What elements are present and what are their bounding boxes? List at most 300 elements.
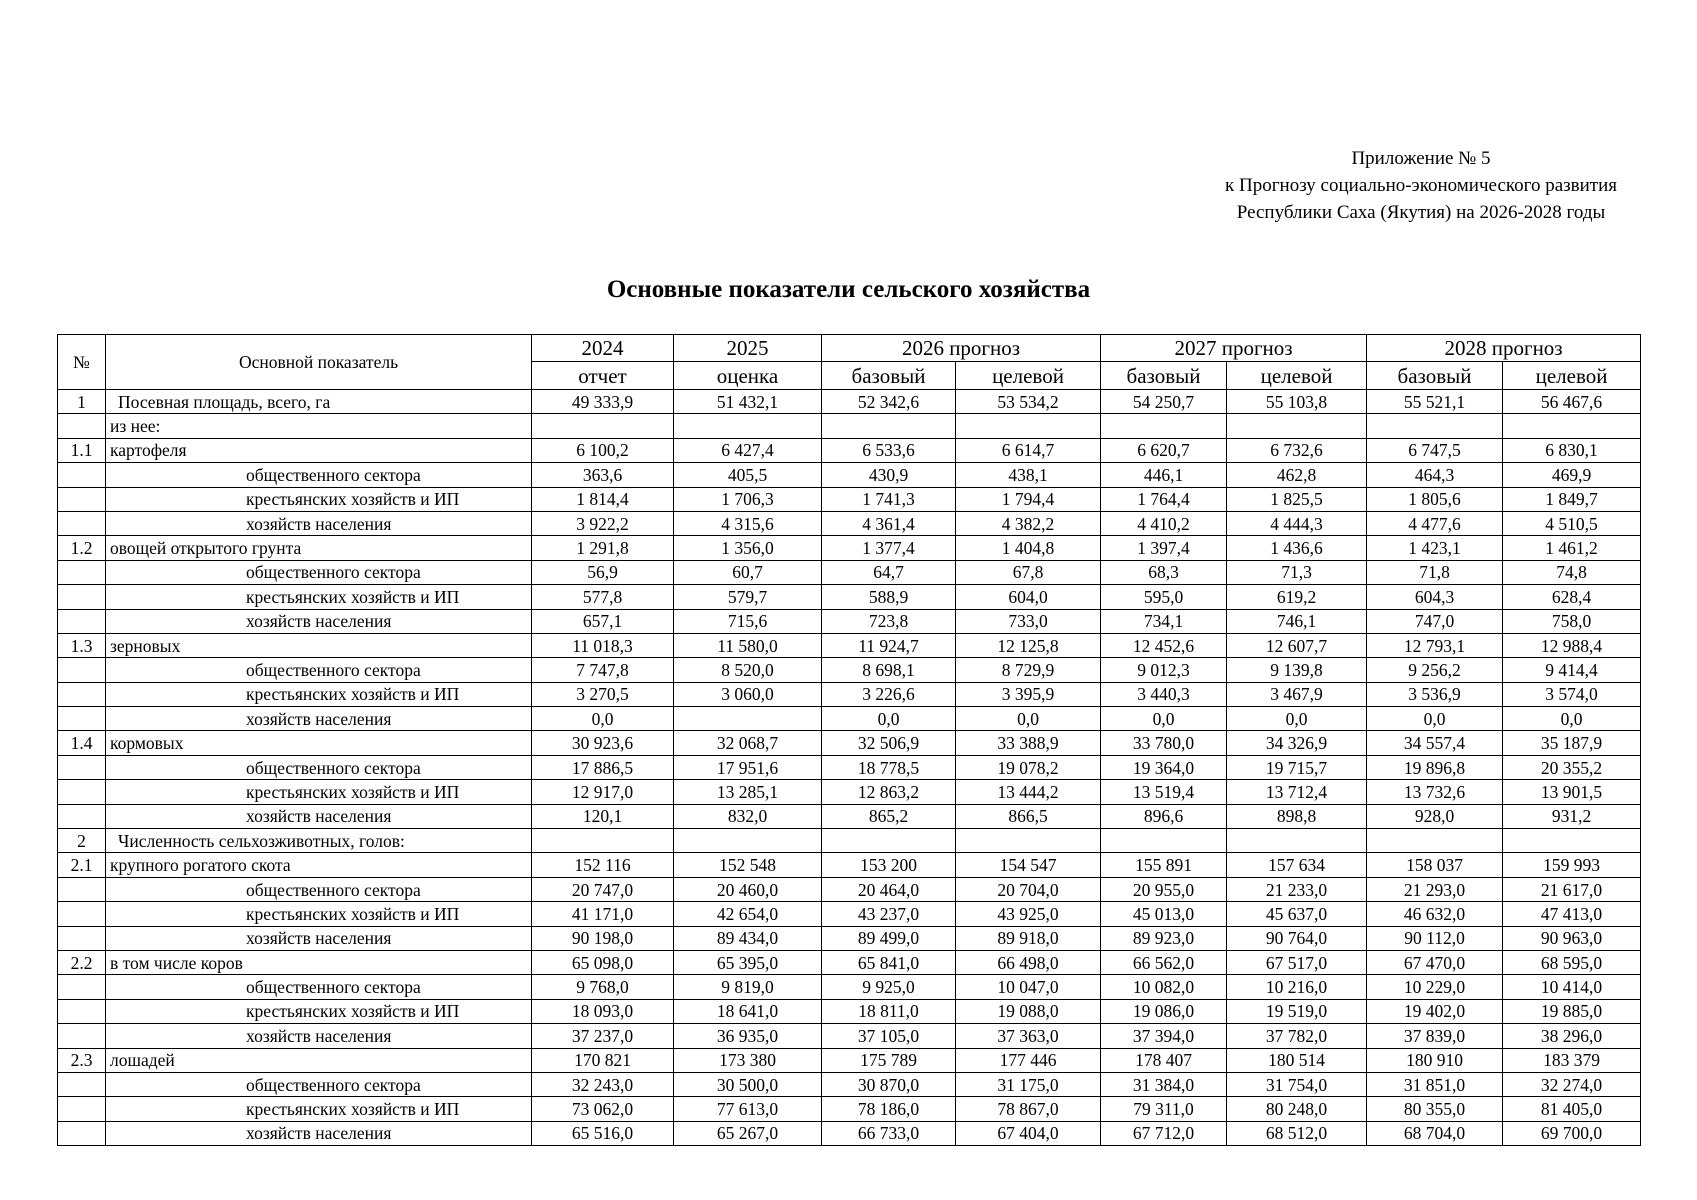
table-row [58,1072,1641,1096]
row-number [58,658,106,682]
row-number [58,487,106,511]
row-value [822,829,956,853]
row-value: 18 093,0 [532,999,674,1023]
row-value: 60,7 [674,560,822,584]
row-value: 30 923,6 [532,731,674,755]
row-value: 65 267,0 [674,1121,822,1145]
table-row [58,780,1641,804]
header-2026-base: базовый [822,362,956,390]
row-value: 3 395,9 [956,682,1101,706]
row-value: 1 706,3 [674,487,822,511]
row-value: 17 951,6 [674,755,822,779]
row-value: 1 849,7 [1503,487,1641,511]
row-value: 1 356,0 [674,536,822,560]
row-value [1101,829,1227,853]
row-value: 73 062,0 [532,1097,674,1121]
row-value: 64,7 [822,560,956,584]
row-value: 18 811,0 [822,999,956,1023]
table-row [58,999,1641,1023]
row-value [674,414,822,438]
row-value: 628,4 [1503,585,1641,609]
row-number [58,926,106,950]
row-value: 832,0 [674,804,822,828]
row-value: 1 764,4 [1101,487,1227,511]
row-indicator: хозяйств населения [106,1024,532,1048]
row-number [58,609,106,633]
table-row [58,658,1641,682]
row-value: 90 963,0 [1503,926,1641,950]
row-value: 19 364,0 [1101,755,1227,779]
header-2027: 2027 прогноз [1101,335,1367,362]
row-number [58,999,106,1023]
row-value: 67 404,0 [956,1121,1101,1145]
row-value: 37 363,0 [956,1024,1101,1048]
row-value: 13 901,5 [1503,780,1641,804]
row-value [956,414,1101,438]
row-value: 175 789 [822,1048,956,1072]
row-value: 747,0 [1367,609,1503,633]
header-2028-target: целевой [1503,362,1641,390]
header-2024: 2024 [532,335,674,362]
row-value [532,414,674,438]
table-row [58,1121,1641,1145]
row-indicator: крестьянских хозяйств и ИП [106,487,532,511]
row-value: 4 315,6 [674,511,822,535]
row-value: 158 037 [1367,853,1503,877]
row-value: 715,6 [674,609,822,633]
table-row [58,609,1641,633]
table-row [58,1048,1641,1072]
row-number [58,877,106,901]
row-value: 363,6 [532,463,674,487]
header-2024-report: отчет [532,362,674,390]
row-number [58,707,106,731]
header-2028: 2028 прогноз [1367,335,1641,362]
row-value: 3 226,6 [822,682,956,706]
row-value: 20 704,0 [956,877,1101,901]
row-value: 758,0 [1503,609,1641,633]
row-value: 90 764,0 [1227,926,1367,950]
row-value: 20 460,0 [674,877,822,901]
row-value: 13 444,2 [956,780,1101,804]
row-value: 657,1 [532,609,674,633]
row-value: 6 732,6 [1227,438,1367,462]
row-value: 51 432,1 [674,390,822,414]
row-value: 588,9 [822,585,956,609]
row-value: 65 516,0 [532,1121,674,1145]
row-number [58,511,106,535]
row-value: 9 768,0 [532,975,674,999]
row-value: 10 082,0 [1101,975,1227,999]
row-value: 1 404,8 [956,536,1101,560]
row-value [1367,829,1503,853]
row-indicator: общественного сектора [106,755,532,779]
table-row [58,731,1641,755]
header-2026-target: целевой [956,362,1101,390]
table-row [58,585,1641,609]
row-value: 3 060,0 [674,682,822,706]
row-value: 53 534,2 [956,390,1101,414]
table-row [58,804,1641,828]
row-value: 89 499,0 [822,926,956,950]
row-value: 47 413,0 [1503,902,1641,926]
page-title: Основные показатели сельского хозяйства [606,276,1091,303]
row-value: 157 634 [1227,853,1367,877]
row-value: 56 467,6 [1503,390,1641,414]
row-indicator: лошадей [106,1048,532,1072]
row-value: 4 382,2 [956,511,1101,535]
row-value: 18 778,5 [822,755,956,779]
row-value: 19 885,0 [1503,999,1641,1023]
row-value: 55 103,8 [1227,390,1367,414]
row-value: 65 098,0 [532,950,674,974]
row-value: 43 925,0 [956,902,1101,926]
row-value [1503,414,1641,438]
row-value: 12 607,7 [1227,633,1367,657]
row-value: 30 870,0 [822,1072,956,1096]
row-value: 180 910 [1367,1048,1503,1072]
row-value: 55 521,1 [1367,390,1503,414]
row-value: 4 477,6 [1367,511,1503,535]
row-value: 3 574,0 [1503,682,1641,706]
row-value: 931,2 [1503,804,1641,828]
row-number: 2 [58,829,106,853]
row-value: 8 729,9 [956,658,1101,682]
row-indicator: общественного сектора [106,877,532,901]
row-value: 81 405,0 [1503,1097,1641,1121]
row-value: 32 243,0 [532,1072,674,1096]
row-value: 469,9 [1503,463,1641,487]
row-value: 0,0 [1503,707,1641,731]
header-2027-base: базовый [1101,362,1227,390]
row-value: 65 395,0 [674,950,822,974]
table-row [58,853,1641,877]
row-value: 56,9 [532,560,674,584]
table-row [58,463,1641,487]
row-value: 896,6 [1101,804,1227,828]
row-value: 80 355,0 [1367,1097,1503,1121]
row-value: 595,0 [1101,585,1227,609]
table-row [58,755,1641,779]
row-number: 1.1 [58,438,106,462]
row-value: 66 562,0 [1101,950,1227,974]
row-value: 12 793,1 [1367,633,1503,657]
row-value: 604,3 [1367,585,1503,609]
row-value: 3 270,5 [532,682,674,706]
table-row [58,1024,1641,1048]
table-row [58,633,1641,657]
row-value: 153 200 [822,853,956,877]
row-value: 446,1 [1101,463,1227,487]
row-value: 66 733,0 [822,1121,956,1145]
row-value: 1 397,4 [1101,536,1227,560]
table-row [58,414,1641,438]
row-indicator: хозяйств населения [106,609,532,633]
row-value: 4 410,2 [1101,511,1227,535]
row-value: 155 891 [1101,853,1227,877]
row-value: 19 402,0 [1367,999,1503,1023]
table-row [58,975,1641,999]
table-row [58,950,1641,974]
row-value: 579,7 [674,585,822,609]
row-indicator: хозяйств населения [106,1121,532,1145]
table-row [58,926,1641,950]
row-number: 1 [58,390,106,414]
row-value: 90 112,0 [1367,926,1503,950]
row-value: 6 533,6 [822,438,956,462]
row-value: 1 461,2 [1503,536,1641,560]
row-value: 19 086,0 [1101,999,1227,1023]
row-value: 0,0 [532,707,674,731]
row-value: 928,0 [1367,804,1503,828]
row-value: 6 747,5 [1367,438,1503,462]
row-value: 8 520,0 [674,658,822,682]
row-value: 1 423,1 [1367,536,1503,560]
row-indicator: зерновых [106,633,532,657]
row-value: 31 384,0 [1101,1072,1227,1096]
row-value: 37 839,0 [1367,1024,1503,1048]
row-value: 37 237,0 [532,1024,674,1048]
row-value: 746,1 [1227,609,1367,633]
row-value: 159 993 [1503,853,1641,877]
row-indicator: хозяйств населения [106,707,532,731]
row-value: 89 434,0 [674,926,822,950]
row-number: 1.4 [58,731,106,755]
row-value [674,707,822,731]
row-value: 0,0 [1101,707,1227,731]
row-value: 68 595,0 [1503,950,1641,974]
row-number [58,414,106,438]
row-value: 43 237,0 [822,902,956,926]
row-value: 18 641,0 [674,999,822,1023]
row-value: 71,3 [1227,560,1367,584]
row-value: 21 617,0 [1503,877,1641,901]
row-number [58,560,106,584]
table-row [58,390,1641,414]
row-value: 0,0 [822,707,956,731]
row-value: 32 274,0 [1503,1072,1641,1096]
row-value: 1 291,8 [532,536,674,560]
row-number: 2.1 [58,853,106,877]
row-value: 68 512,0 [1227,1121,1367,1145]
row-value: 80 248,0 [1227,1097,1367,1121]
row-value: 65 841,0 [822,950,956,974]
row-value: 37 394,0 [1101,1024,1227,1048]
row-value: 1 805,6 [1367,487,1503,511]
row-value: 89 918,0 [956,926,1101,950]
row-indicator: хозяйств населения [106,511,532,535]
row-value: 152 548 [674,853,822,877]
row-number [58,902,106,926]
row-number [58,755,106,779]
row-value: 41 171,0 [532,902,674,926]
row-value: 9 819,0 [674,975,822,999]
row-value: 1 794,4 [956,487,1101,511]
row-value: 3 922,2 [532,511,674,535]
row-value: 45 013,0 [1101,902,1227,926]
row-value: 9 139,8 [1227,658,1367,682]
row-value: 46 632,0 [1367,902,1503,926]
row-value: 866,5 [956,804,1101,828]
row-indicator: в том числе коров [106,950,532,974]
row-value: 438,1 [956,463,1101,487]
row-value: 13 285,1 [674,780,822,804]
row-value [1367,414,1503,438]
table-body [58,390,1641,1146]
row-value: 54 250,7 [1101,390,1227,414]
row-value: 30 500,0 [674,1072,822,1096]
row-value: 17 886,5 [532,755,674,779]
row-number [58,804,106,828]
row-number: 2.2 [58,950,106,974]
row-value: 20 747,0 [532,877,674,901]
row-value: 19 519,0 [1227,999,1367,1023]
row-indicator: крестьянских хозяйств и ИП [106,902,532,926]
row-indicator: крестьянских хозяйств и ИП [106,585,532,609]
row-value: 19 088,0 [956,999,1101,1023]
header-2026: 2026 прогноз [822,335,1101,362]
row-value: 77 613,0 [674,1097,822,1121]
row-value: 604,0 [956,585,1101,609]
row-value: 78 867,0 [956,1097,1101,1121]
row-indicator: общественного сектора [106,463,532,487]
row-indicator: хозяйств населения [106,926,532,950]
row-value: 20 464,0 [822,877,956,901]
header-number: № [58,335,106,390]
row-number: 1.3 [58,633,106,657]
row-value: 1 377,4 [822,536,956,560]
row-value: 4 510,5 [1503,511,1641,535]
header-2025-estimate: оценка [674,362,822,390]
row-value: 898,8 [1227,804,1367,828]
row-value: 31 851,0 [1367,1072,1503,1096]
row-value: 67 712,0 [1101,1121,1227,1145]
table-row [58,829,1641,853]
row-value: 79 311,0 [1101,1097,1227,1121]
table-row [58,536,1641,560]
row-value [1101,414,1227,438]
row-value: 9 414,4 [1503,658,1641,682]
table-row [58,877,1641,901]
row-value: 3 467,9 [1227,682,1367,706]
row-value: 12 988,4 [1503,633,1641,657]
row-value: 67,8 [956,560,1101,584]
row-value: 13 732,6 [1367,780,1503,804]
row-value [1227,414,1367,438]
row-value: 71,8 [1367,560,1503,584]
row-value: 12 917,0 [532,780,674,804]
row-number [58,1024,106,1048]
row-value [674,829,822,853]
row-indicator: крестьянских хозяйств и ИП [106,780,532,804]
row-indicator: крестьянских хозяйств и ИП [106,999,532,1023]
row-value: 4 444,3 [1227,511,1367,535]
row-value: 0,0 [956,707,1101,731]
row-value: 430,9 [822,463,956,487]
row-indicator: Численность сельхозживотных, голов: [106,829,532,853]
row-value: 13 712,4 [1227,780,1367,804]
row-value: 3 440,3 [1101,682,1227,706]
row-value: 35 187,9 [1503,731,1641,755]
row-value: 154 547 [956,853,1101,877]
row-number [58,1072,106,1096]
header-2025: 2025 [674,335,822,362]
row-value: 20 355,2 [1503,755,1641,779]
row-number [58,463,106,487]
row-number [58,1121,106,1145]
row-value: 180 514 [1227,1048,1367,1072]
table-row [58,560,1641,584]
row-value [822,414,956,438]
row-value: 1 814,4 [532,487,674,511]
row-value: 3 536,9 [1367,682,1503,706]
table-row [58,707,1641,731]
row-value: 37 782,0 [1227,1024,1367,1048]
row-value: 10 414,0 [1503,975,1641,999]
row-indicator: Посевная площадь, всего, га [106,390,532,414]
row-value: 19 078,2 [956,755,1101,779]
row-value: 12 452,6 [1101,633,1227,657]
appendix-line-1: Приложение № 5 [1351,148,1491,169]
row-value [1503,829,1641,853]
row-value: 45 637,0 [1227,902,1367,926]
row-value: 42 654,0 [674,902,822,926]
row-value: 178 407 [1101,1048,1227,1072]
row-value: 13 519,4 [1101,780,1227,804]
table-row [58,511,1641,535]
row-value [532,829,674,853]
row-indicator: из нее: [106,414,532,438]
row-number: 1.2 [58,536,106,560]
row-value: 67 470,0 [1367,950,1503,974]
row-value: 38 296,0 [1503,1024,1641,1048]
row-indicator: кормовых [106,731,532,755]
row-value: 577,8 [532,585,674,609]
header-indicator: Основной показатель [106,335,532,390]
row-value: 74,8 [1503,560,1641,584]
row-value: 6 100,2 [532,438,674,462]
row-number [58,780,106,804]
row-value: 49 333,9 [532,390,674,414]
row-value [1227,829,1367,853]
row-value: 66 498,0 [956,950,1101,974]
row-value: 11 924,7 [822,633,956,657]
row-value: 10 229,0 [1367,975,1503,999]
row-value: 1 825,5 [1227,487,1367,511]
table-row [58,902,1641,926]
row-value: 21 293,0 [1367,877,1503,901]
row-value: 1 741,3 [822,487,956,511]
row-value: 34 557,4 [1367,731,1503,755]
row-value: 12 125,8 [956,633,1101,657]
row-value: 619,2 [1227,585,1367,609]
row-indicator: общественного сектора [106,975,532,999]
table-row [58,438,1641,462]
row-value: 68,3 [1101,560,1227,584]
row-value: 9 012,3 [1101,658,1227,682]
row-value: 67 517,0 [1227,950,1367,974]
row-value: 19 715,7 [1227,755,1367,779]
row-value: 1 436,6 [1227,536,1367,560]
row-value: 68 704,0 [1367,1121,1503,1145]
row-value: 9 256,2 [1367,658,1503,682]
row-indicator: крупного рогатого скота [106,853,532,877]
row-value: 865,2 [822,804,956,828]
row-value: 152 116 [532,853,674,877]
row-number [58,682,106,706]
header-2028-base: базовый [1367,362,1503,390]
table-row [58,487,1641,511]
